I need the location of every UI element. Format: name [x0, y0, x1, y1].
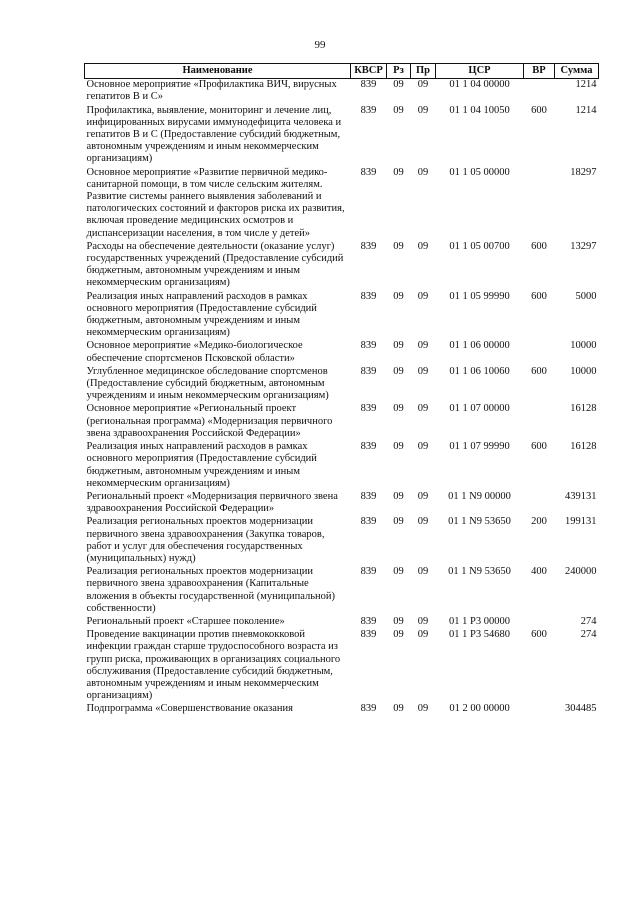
row-sum: 18297: [570, 166, 597, 178]
row-csr: 01 1 05 00000: [449, 166, 510, 178]
row-kvsr: 839: [360, 403, 377, 415]
table-row: [85, 291, 599, 341]
row-vr: 400: [531, 566, 547, 578]
header-csr: ЦСР: [436, 64, 524, 79]
row-rz: 09: [393, 104, 404, 116]
row-sum: 10000: [570, 365, 597, 377]
row-kvsr: 839: [360, 615, 377, 627]
row-rz: 09: [393, 490, 404, 502]
row-name: Реализация региональных проектов модернизации первичного звена здравоохранения (Капитальные вложения в объекты государственной (муниципальной) собственности): [86, 566, 335, 614]
row-name: Региональный проект «Модернизация первичного звена здравоохранения Российской Федерации»: [86, 490, 338, 515]
table-row: [85, 105, 599, 167]
row-vr: [524, 491, 555, 516]
row-pr: 09: [417, 615, 429, 627]
row-rz: 09: [393, 516, 404, 528]
row-vr: 600: [531, 441, 547, 453]
row-pr: 09: [417, 516, 429, 528]
row-rz: 09: [393, 566, 404, 578]
row-name: Реализация иных направлений расходов в рамках основного мероприятия (Предоставление субсидий бюджетным, автономным учреждениям и иным некоммерческим организациям): [86, 290, 317, 339]
row-pr: 09: [417, 403, 429, 415]
header-kvsr: КВСР: [351, 64, 387, 79]
row-vr: [524, 703, 555, 716]
row-rz: 09: [393, 365, 404, 377]
table-row: [85, 79, 599, 105]
row-vr: 200: [531, 516, 547, 528]
row-sum: 240000: [565, 566, 597, 578]
table-header-row: [85, 64, 599, 79]
table-row: [85, 167, 599, 241]
row-name: Реализация региональных проектов модернизации первичного звена здравоохранения (Закупка товаров, работ и услуг для обеспечения государственных (муниципальных) нужд): [86, 516, 325, 564]
row-vr: 600: [531, 365, 547, 377]
row-csr: 01 1 07 99990: [449, 441, 510, 453]
row-vr: 600: [531, 240, 547, 252]
table-row: [85, 703, 599, 716]
row-sum: 10000: [570, 340, 597, 352]
row-name: Расходы на обеспечение деятельности (оказание услуг) государственных учреждений (Предоставление субсидий бюджетным, автономным учреждениям и иным некоммерческим организациям): [86, 240, 344, 289]
row-vr: 600: [531, 629, 547, 641]
row-kvsr: 839: [360, 365, 377, 377]
row-pr: 09: [417, 340, 429, 352]
table-row: [85, 241, 599, 291]
row-rz: 09: [393, 240, 404, 252]
row-pr: 09: [417, 566, 429, 578]
table-row: [85, 566, 599, 616]
row-kvsr: 839: [360, 290, 377, 302]
row-sum: 304485: [565, 703, 597, 715]
row-csr: 01 1 P3 54680: [449, 629, 510, 641]
row-vr: 600: [531, 104, 547, 116]
row-name: Региональный проект «Старшее поколение»: [86, 615, 285, 627]
table-row: [85, 516, 599, 566]
row-sum: 199131: [565, 516, 597, 528]
row-sum: 16128: [570, 403, 597, 415]
row-rz: 09: [393, 79, 404, 91]
row-rz: 09: [393, 629, 404, 641]
row-csr: 01 1 07 00000: [449, 403, 510, 415]
row-rz: 09: [393, 166, 404, 178]
row-rz: 09: [393, 290, 404, 302]
row-rz: 09: [393, 441, 404, 453]
row-csr: 01 1 N9 00000: [448, 490, 511, 502]
row-pr: 09: [417, 240, 429, 252]
row-kvsr: 839: [360, 441, 377, 453]
row-rz: 09: [393, 615, 404, 627]
row-csr: 01 1 04 10050: [449, 104, 510, 116]
row-sum: 274: [580, 615, 597, 627]
row-rz: 09: [393, 703, 404, 715]
row-csr: 01 2 00 00000: [449, 703, 510, 715]
row-pr: 09: [417, 365, 429, 377]
row-name: Подпрограмма «Совершенствование оказания: [86, 703, 294, 715]
row-csr: 01 1 N9 53650: [448, 566, 511, 578]
row-kvsr: 839: [360, 566, 377, 578]
row-rz: 09: [393, 340, 404, 352]
row-kvsr: 839: [360, 703, 377, 715]
table-row: [85, 340, 599, 365]
row-kvsr: 839: [360, 629, 377, 641]
row-pr: 09: [417, 290, 429, 302]
row-name: Углубленное медицинское обследование спортсменов (Предоставление субсидий бюджетным, автономным учреждениям и иным некоммерческим организациям): [86, 365, 329, 402]
header-rz: Рз: [387, 64, 411, 79]
table-row: [85, 366, 599, 404]
row-pr: 09: [417, 166, 429, 178]
row-kvsr: 839: [360, 516, 377, 528]
row-name: Профилактика, выявление, мониторинг и лечение лиц, инфицированных вирусами иммунодефицита человека и гепатитов В и С (Предоставление субсидий бюджетным, автономным учреждениям и иным некоммерческим организациям): [86, 104, 342, 165]
row-csr: 01 1 05 99990: [449, 290, 510, 302]
row-pr: 09: [417, 703, 429, 715]
header-vr: ВР: [524, 64, 555, 79]
row-csr: 01 1 04 00000: [449, 79, 510, 91]
table-row: [85, 616, 599, 629]
header-pr: Пр: [411, 64, 436, 79]
row-kvsr: 839: [360, 340, 377, 352]
row-rz: 09: [393, 403, 404, 415]
row-csr: 01 1 P3 00000: [449, 615, 510, 627]
row-sum: 5000: [575, 290, 597, 302]
row-kvsr: 839: [360, 166, 377, 178]
row-sum: 13297: [570, 240, 597, 252]
row-pr: 09: [417, 104, 429, 116]
row-vr: [524, 79, 555, 105]
row-pr: 09: [417, 629, 429, 641]
row-name: Основное мероприятие «Развитие первичной медико-санитарной помощи, в том числе сельским жителям. Развитие системы раннего выявления заболеваний и патологических состояний и факторов риска их развития, включая проведение медицинских осмотров и диспансеризации населения, в том числе у детей»: [86, 166, 345, 239]
row-csr: 01 1 N9 53650: [448, 516, 511, 528]
row-vr: [524, 403, 555, 441]
row-vr: 600: [531, 290, 547, 302]
table-row: [85, 491, 599, 516]
row-csr: 01 1 05 00700: [449, 240, 510, 252]
table-body: [85, 79, 599, 717]
row-name: Реализация иных направлений расходов в рамках основного мероприятия (Предоставление субсидий бюджетным, автономным учреждениям и иным некоммерческим организациям): [86, 441, 317, 489]
row-kvsr: 839: [360, 79, 377, 91]
header-sum: Сумма: [555, 64, 599, 79]
table-row: [85, 403, 599, 441]
row-pr: 09: [417, 441, 429, 453]
row-kvsr: 839: [360, 490, 377, 502]
row-sum: 1214: [575, 79, 597, 91]
table-row: [85, 629, 599, 703]
row-name: Основное мероприятие «Профилактика ВИЧ, вирусных гепатитов В и С»: [86, 79, 337, 103]
row-sum: 1214: [575, 104, 597, 116]
row-pr: 09: [417, 490, 429, 502]
row-vr: [524, 340, 555, 365]
row-kvsr: 839: [360, 240, 377, 252]
budget-table: [84, 63, 599, 717]
row-kvsr: 839: [360, 104, 377, 116]
row-sum: 274: [580, 629, 597, 641]
row-csr: 01 1 06 10060: [449, 365, 510, 377]
row-name: Основное мероприятие «Медико-биологическое обеспечение спортсменов Псковской области»: [86, 340, 303, 364]
header-name: Наименование: [85, 64, 351, 79]
table-row: [85, 441, 599, 491]
row-vr: [524, 616, 555, 629]
row-vr: [524, 167, 555, 241]
row-sum: 439131: [565, 490, 597, 502]
page-number: 99: [314, 39, 326, 51]
row-name: Основное мероприятие «Региональный проект (региональная программа) «Модернизация первичного звена здравоохранения Российской Федерации»: [86, 403, 333, 439]
row-sum: 16128: [570, 441, 597, 453]
row-csr: 01 1 06 00000: [449, 340, 510, 352]
row-name: Проведение вакцинации против пневмококковой инфекции граждан старше трудоспособного возраста из групп риска, проживающих в организациях социального обслуживания (Предоставление субсидий бюджетным, автономным учреждениям и иным некоммерческим организациям): [86, 629, 341, 702]
row-pr: 09: [417, 79, 429, 91]
